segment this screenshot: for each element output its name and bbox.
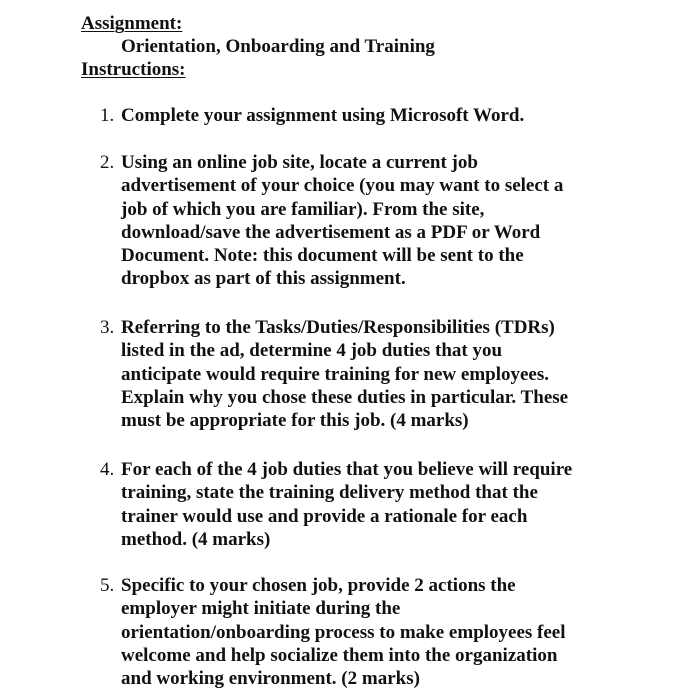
item-text: Complete your assignment using Microsoft Word. bbox=[121, 105, 525, 126]
assignment-title: Orientation, Onboarding and Training bbox=[121, 36, 435, 57]
instruction-item-5 bbox=[100, 574, 610, 690]
item-text: Referring to the Tasks/Duties/Responsibilities (TDRs) listed in the ad, determine 4 job duties that you anticipate would require training for new employees. Explain why you chose these duties in particular. These must be appropriate for this job. (4 marks) bbox=[121, 317, 569, 432]
item-text: Using an online job site, locate a current job advertisement of your choice (you may want to select a job of which you are familiar). From the site, download/save the advertisement as a PDF or Word Document. Note: this document will be sent to the dropbox as part of this assignment. bbox=[121, 152, 564, 290]
instruction-item-4 bbox=[100, 458, 610, 551]
item-number: 5. bbox=[100, 575, 115, 596]
item-text: Specific to your chosen job, provide 2 actions the employer might initiate during the orientation/onboarding process to make employees feel welcome and help socialize them into the organization and working environment. (2 marks) bbox=[121, 575, 566, 690]
assignment-heading: Assignment: bbox=[81, 13, 183, 34]
item-text: For each of the 4 job duties that you believe will require training, state the training delivery method that the trainer would use and provide a rationale for each method. (4 marks) bbox=[121, 459, 573, 550]
item-number: 2. bbox=[100, 152, 115, 173]
item-number: 4. bbox=[100, 459, 115, 480]
item-number: 3. bbox=[100, 317, 115, 338]
instruction-item-1 bbox=[100, 104, 610, 127]
instruction-item-3 bbox=[100, 316, 610, 432]
instruction-item-2 bbox=[100, 151, 610, 291]
instructions-heading: Instructions: bbox=[81, 59, 186, 80]
item-number: 1. bbox=[100, 105, 115, 126]
